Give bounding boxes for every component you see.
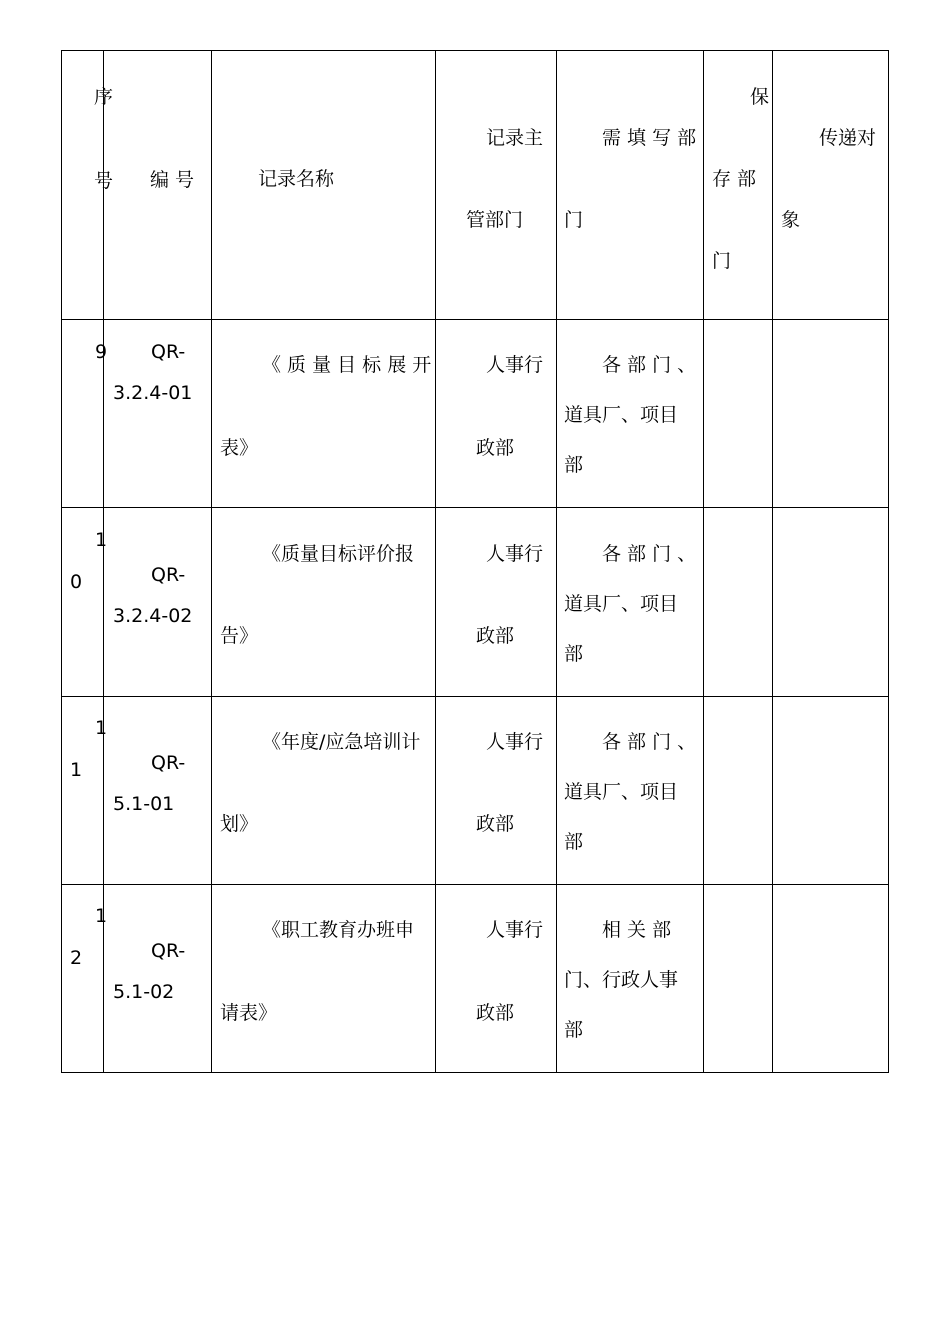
row-fill-dept: 各 部 门 、 bbox=[602, 354, 697, 376]
header-fill-line1: 需 填 写 部 bbox=[602, 127, 697, 149]
row-fill-dept-cont: 道具厂、项目 bbox=[564, 404, 679, 426]
header-send-line1: 传递对 bbox=[819, 127, 877, 149]
row-seq: 9 bbox=[95, 341, 108, 363]
header-dept-line1: 记录主 bbox=[486, 127, 544, 149]
row-fill-dept-cont2: 部 bbox=[564, 643, 584, 665]
row-fill-dept: 相 关 部 bbox=[602, 919, 672, 941]
row-fill-dept-cont2: 部 bbox=[564, 454, 584, 476]
row-record-name: 《职工教育办班申 bbox=[262, 919, 415, 941]
row-fill-dept-cont: 道具厂、项目 bbox=[564, 593, 679, 615]
header-keep-line2: 存 部 bbox=[712, 168, 757, 190]
row-dept-cont: 政部 bbox=[476, 437, 515, 459]
row-code: QR- bbox=[151, 341, 186, 363]
row-dept: 人事行 bbox=[486, 543, 544, 565]
row-fill-dept-cont2: 部 bbox=[564, 831, 584, 853]
row-fill-dept-cont: 门、行政人事 bbox=[564, 969, 679, 991]
header-seq-line1: 序 bbox=[94, 86, 114, 108]
row-code: QR- bbox=[151, 564, 186, 586]
row-seq: 1 bbox=[95, 905, 108, 927]
row-code-cont: 5.1-01 bbox=[113, 793, 175, 815]
header-code: 编 号 bbox=[150, 169, 195, 191]
row-record-name-cont: 表》 bbox=[220, 437, 259, 459]
row-seq: 1 bbox=[95, 529, 108, 551]
row-code: QR- bbox=[151, 940, 186, 962]
row-code-cont: 5.1-02 bbox=[113, 981, 175, 1003]
row-seq-cont: 1 bbox=[70, 759, 83, 781]
row-seq-cont: 2 bbox=[70, 947, 83, 969]
row-dept-cont: 政部 bbox=[476, 625, 515, 647]
header-keep-line3: 门 bbox=[712, 250, 732, 272]
header-seq-line2: 号 bbox=[94, 170, 114, 192]
header-send-line2: 象 bbox=[781, 209, 801, 231]
row-fill-dept: 各 部 门 、 bbox=[602, 543, 697, 565]
row-record-name: 《质量目标评价报 bbox=[262, 543, 415, 565]
row-dept: 人事行 bbox=[486, 919, 544, 941]
table-border bbox=[62, 51, 889, 1073]
row-code: QR- bbox=[151, 752, 186, 774]
row-record-name-cont: 告》 bbox=[220, 625, 259, 647]
header-fill-line2: 门 bbox=[564, 209, 584, 231]
row-dept: 人事行 bbox=[486, 731, 544, 753]
row-fill-dept-cont2: 部 bbox=[564, 1019, 584, 1041]
row-fill-dept-cont: 道具厂、项目 bbox=[564, 781, 679, 803]
row-fill-dept: 各 部 门 、 bbox=[602, 731, 697, 753]
row-record-name-cont: 请表》 bbox=[220, 1002, 278, 1024]
row-code-cont: 3.2.4-02 bbox=[113, 605, 193, 627]
header-dept-line2: 管部门 bbox=[466, 209, 524, 231]
row-dept-cont: 政部 bbox=[476, 813, 515, 835]
row-seq: 1 bbox=[95, 717, 108, 739]
row-dept-cont: 政部 bbox=[476, 1002, 515, 1024]
row-dept: 人事行 bbox=[486, 354, 544, 376]
row-record-name: 《 质 量 目 标 展 开 bbox=[262, 354, 432, 376]
header-record-name: 记录名称 bbox=[258, 168, 335, 190]
header-keep-line1: 保 bbox=[750, 86, 770, 108]
row-record-name-cont: 划》 bbox=[220, 813, 259, 835]
row-code-cont: 3.2.4-01 bbox=[113, 382, 193, 404]
row-record-name: 《年度/应急培训计 bbox=[262, 731, 421, 753]
row-seq-cont: 0 bbox=[70, 571, 83, 593]
